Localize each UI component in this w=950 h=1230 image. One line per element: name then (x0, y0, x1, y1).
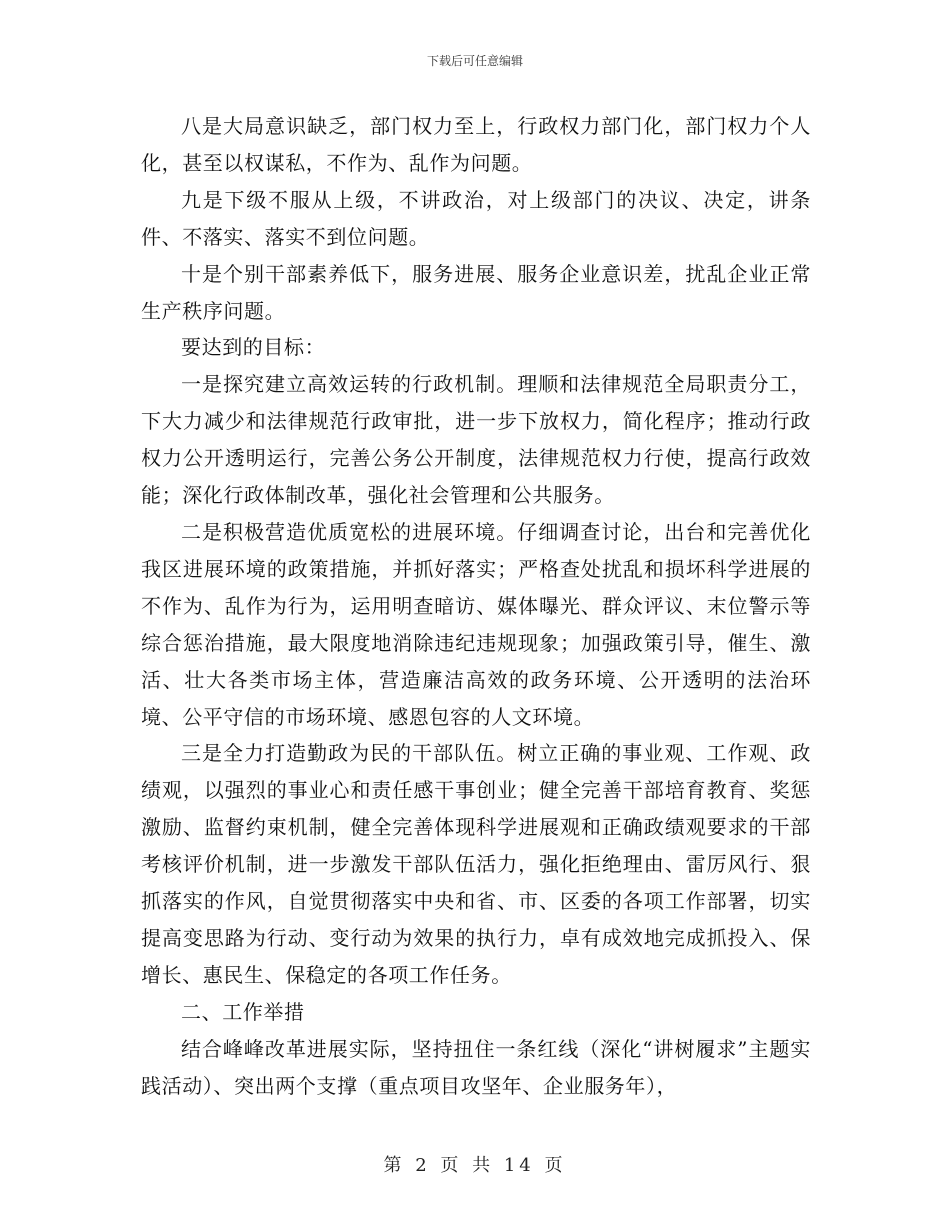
goal-two-paragraph: 二是积极营造优质宽松的进展环境。仔细调查讨论，出台和完善优化我区进展环境的政策措施，并抓好落实；严格查处扰乱和损坏科学进展的不作为、乱作为行为，运用明查暗访、媒体曝光、群众评议、末位警示等综合惩治措施，最大限度地消除违纪违规现象；加强政策引导，催生、激活、壮大各类市场主体，营造廉洁高效的政务环境、公开透明的法治环境、公平守信的市场环境、感恩包容的人文环境。 (141, 519, 811, 729)
paragraph-item-9: 九是下级不服从上级，不讲政治，对上级部门的决议、决定，讲条件、不落实、落实不到位问题。 (141, 187, 811, 249)
page-header: 下载后可任意编辑 (426, 54, 523, 68)
goal-one-paragraph: 一是探究建立高效运转的行政机制。理顺和法律规范全局职责分工，下大力减少和法律规范行政审批，进一步下放权力，简化程序；推动行政权力公开透明运行，完善公务公开制度，法律规范权力行使，提高行政效能；深化行政体制改革，强化社会管理和公共服务。 (141, 372, 811, 508)
paragraph-item-10: 十是个别干部素养低下，服务进展、服务企业意识差，扰乱企业正常生产秩序问题。 (141, 261, 811, 323)
measures-paragraph: 结合峰峰改革进展实际，坚持扭住一条红线（深化“讲树履求”主题实践活动）、突出两个支撑（重点项目攻坚年、企业服务年）， (141, 1036, 811, 1098)
page-number-footer: 第 2 页 共 14 页 (383, 1155, 567, 1176)
document-body (141, 108, 811, 1104)
section-heading-measures: 二、工作举措 (181, 999, 305, 1024)
paragraph-item-8: 八是大局意识缺乏，部门权力至上，行政权力部门化，部门权力个人化，甚至以权谋私，不作为、乱作为问题。 (141, 114, 811, 175)
goal-three-paragraph: 三是全力打造勤政为民的干部队伍。树立正确的事业观、工作观、政绩观，以强烈的事业心和责任感干事创业；健全完善干部培育教育、奖惩激励、监督约束机制，健全完善体现科学进展观和正确政绩观要求的干部考核评价机制，进一步激发干部队伍活力，强化拒绝理由、雷厉风行、狠抓落实的作风，自觉贯彻落实中央和省、市、区委的各项工作部署，切实提高变思路为行动、变行动为效果的执行力，卓有成效地完成抓投入、保增长、惠民生、保稳定的各项工作任务。 (141, 741, 811, 987)
goals-heading: 要达到的目标： (181, 335, 326, 360)
